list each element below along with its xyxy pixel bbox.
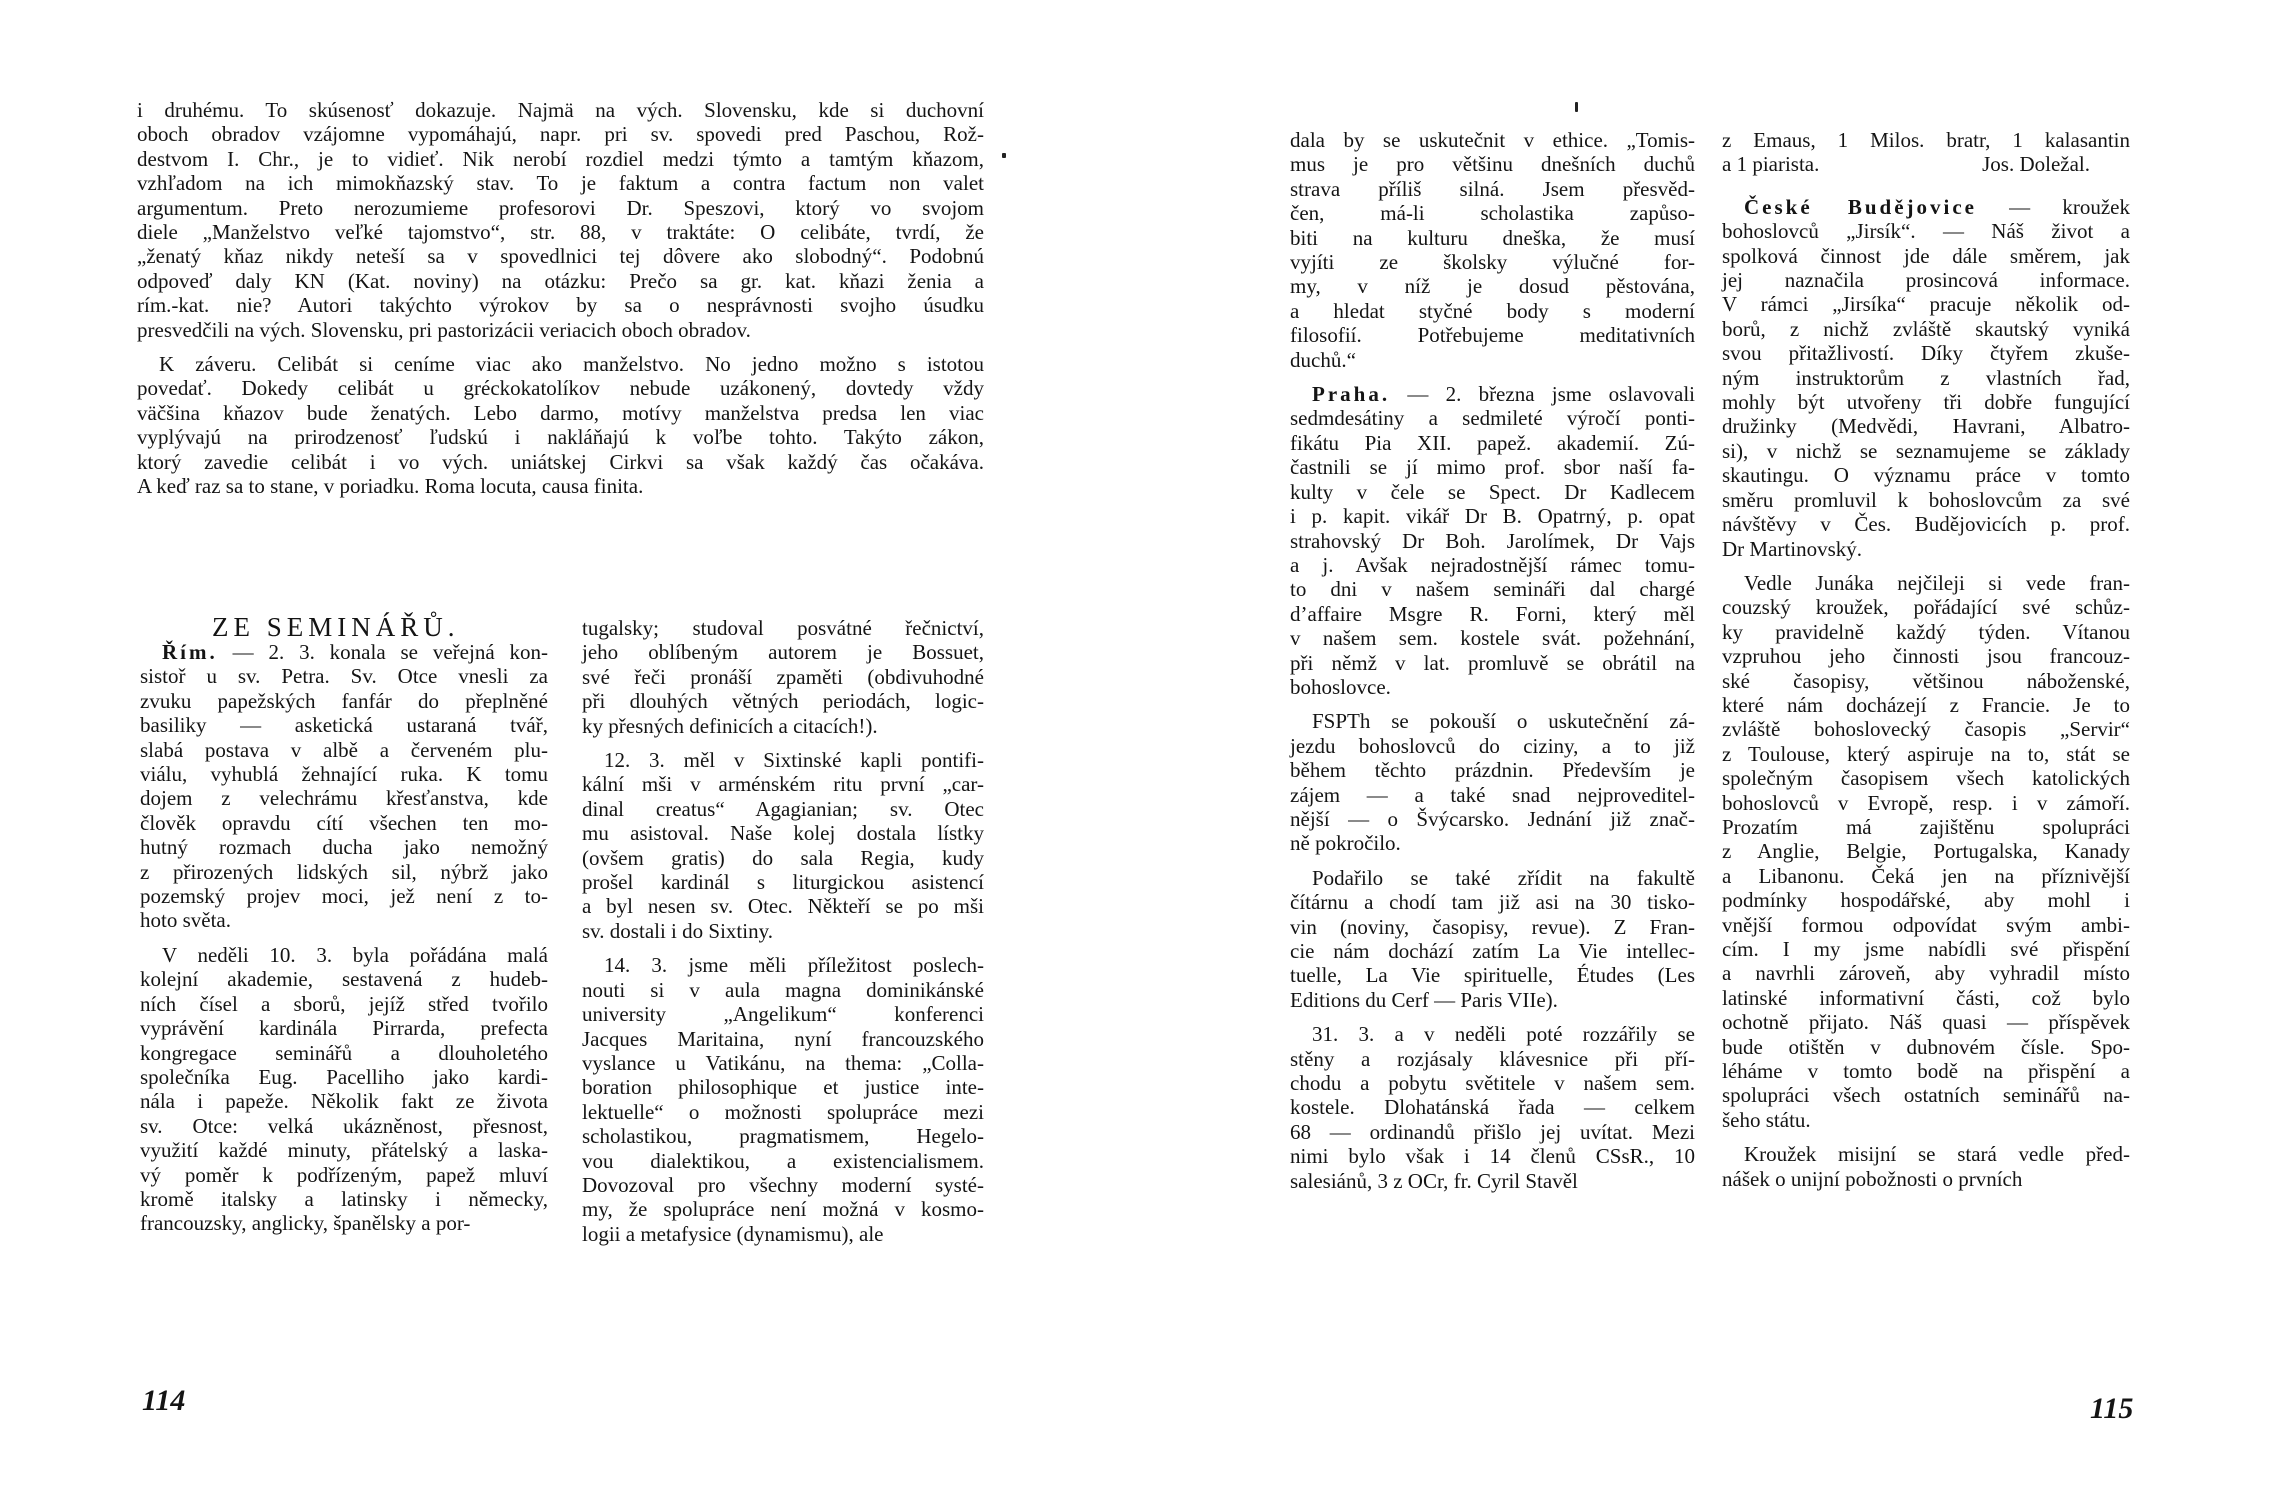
paragraph [582,953,984,1246]
text-line: Dovozoval pro všechny moderní systé- [582,1172,984,1197]
text-line: argumentum. Preto nerozumieme profesorovi Dr. Speszovi, ktorý vo svojom [137,195,984,220]
text-line: jeho oblíbeným autorem je Bossuet, [582,640,984,665]
text-line: hoto světa. [140,908,231,933]
text-line: zájem — a také snad nejproveditel- [1290,782,1695,807]
text-line: 68 — ordinandů přišlo jej uvítat. Mezi [1290,1119,1695,1144]
text-line: sv. Otce: velká ukázněnost, přesnost, [140,1113,548,1138]
text-line: kální mši v arménském ritu první „car- [582,772,984,797]
paragraph [1722,1142,2130,1191]
text-line: stěny a rozjásaly klávesnice při pří- [1290,1046,1695,1071]
text-line: z Anglie, Belgie, Portugalska, Kanady [1722,839,2130,864]
top-mark [1575,102,1578,112]
text-line: v našem sem. kostele svát. požehnání, [1290,626,1695,651]
text-line: my, v níž je dosud pěstována, [1290,274,1695,299]
text-line: povedať. Dokedy celibát u gréckokatolíkov nebude uzákonený, dovtedy vždy [137,376,984,401]
paragraph [1290,709,1695,855]
text-line: směru promluvil k bohoslovcům za své [1722,487,2130,512]
paragraph-lead: České Budějovice [1744,194,1977,219]
paragraph [137,352,984,498]
text-line: francouzsky, anglicky, španělsky a por- [140,1211,471,1236]
text-line: filosofií. Potřebujeme meditativních [1290,323,1695,348]
text-line: strahovský Dr Boh. Jarolímek, Dr Vajs [1290,528,1695,553]
text-line: spolková činnost jde dále směrem, jak [1722,243,2130,268]
text-line: podmínky hospodářské, aby mohl i [1722,888,2130,913]
text-line: my, že spolupráce není možná v kosmo- [582,1197,984,1222]
text-line: svou přitažlivostí. Díky čtyřem zkuše- [1722,341,2130,366]
text-line: salesiánů, 3 z OCr, fr. Cyril Stavěl [1290,1168,1578,1193]
text-line: ské časopisy, většinou náboženské, [1722,668,2130,693]
text-line: čen, má-li scholastika zapůso- [1290,201,1695,226]
text-line: cie nám dochází zatím La Vie intellec- [1290,939,1695,963]
text-line: 31. 3. a v neděli poté rozzářily se [1312,1022,1695,1047]
paragraph-continuation [1722,128,2130,177]
text-line: slabá postava v albě a červeném plu- [140,737,548,762]
paragraph [1290,382,1695,699]
text-line: zvláště bohoslovecký časopis „Servir“ [1722,717,2130,742]
text-line: vý poměr k podřízeným, papež mluví [140,1162,548,1187]
right-page-column-2 [1722,128,2130,1201]
text-line: a j. Avšak nejradostnější rámec tomu- [1290,552,1695,577]
text-line: bohoslovců v Evropě, resp. i v zámoří. [1722,790,2130,815]
text-line: tuelle, La Vie spirituelle, Études (Les [1290,963,1695,988]
paragraph [137,98,984,342]
text-line: pozemský projev moci, jež není z to- [140,884,548,909]
text-line: čítárnu a chodí tam již asi na 30 tisko- [1290,890,1695,915]
paragraph [1722,571,2130,1132]
text-line: využití každé minuty, přátelský a laska- [140,1138,548,1163]
text-line: odpoveď daly KN (Kat. noviny) na otázku: Prečo sa gr. kat. kňazi ženia a [137,268,984,293]
text-line: kulty v čele se Spect. Dr Kadlecem [1290,479,1695,504]
text-line: to dni v našem semináři dal chargé [1290,577,1695,602]
text-line: i p. kapit. vikář Dr B. Opatrný, p. opat [1290,504,1695,529]
paragraph-lead: Praha. [1312,382,1391,407]
text-line: během těchto prázdnin. Především je [1290,758,1695,783]
text-line: ochotně přijato. Náš quasi — příspěvek [1722,1010,2130,1035]
text-line: a hledat styčné body s moderní [1290,298,1695,323]
text-run: — 2. března jsme oslavovali [1390,382,1695,407]
text-line: ky přesných definicích a citacích!). [582,713,878,738]
text-line: A keď raz sa to stane, v poriadku. Roma locuta, causa finita. [137,474,644,499]
paragraph [582,616,984,738]
text-line: vin (noviny, časopisy, revue). Z Fran- [1290,914,1695,939]
text-line: si), v nichž se seznamujeme se základy [1722,438,2130,463]
text-line: a 1 piarista. [1722,152,1820,177]
page-number-left: 114 [142,1384,186,1417]
text-line: Vedle Junáka nejčileji si vede fran- [1744,570,2130,595]
text-line: Kroužek misijní se stará vedle před- [1744,1142,2130,1167]
text-run: — 2. 3. konala se veřejná kon- [217,640,548,664]
text-line: Podařilo se také zřídit na fakultě [1312,865,1695,890]
text-line: latinské informativní části, což bylo [1722,985,2130,1010]
text-line: nášek o unijní pobožnosti o prvních [1722,1166,2023,1191]
text-line: zvuku papežských fanfár do přeplněné [140,688,548,713]
signature-line [1722,152,2130,176]
text-line: vyprávění kardinála Pirrarda, prefecta [140,1016,548,1041]
text-line: 12. 3. měl v Sixtinské kapli pontifi- [604,748,984,773]
text-line: dinal creatus“ Agagianian; sv. Otec [582,796,984,821]
section-heading: ZE SEMINÁŘŮ. [212,612,460,642]
text-line: ky pravidelně každý týden. Vítanou [1722,619,2130,644]
text-line: bude otištěn v dubnovém čísle. Spo- [1722,1034,2130,1059]
text-line: spolupráci všech ostatních seminářů na- [1722,1083,2130,1108]
text-line: sedmdesátiny a sedmileté výročí ponti- [1290,406,1695,431]
text-line: biti na kulturu dneška, že musí [1290,225,1695,250]
text-line: z Emaus, 1 Milos. bratr, 1 kalasantin [1722,128,2130,152]
paragraph [1290,866,1695,1012]
text-line: léháme v tomto bodě na přispění a [1722,1059,2130,1084]
text-line: ktorý zavedie celibát i vo vých. uniátskej Cirkvi sa však každý čas očakáva. [137,449,984,474]
paragraph [1290,128,1695,372]
text-line: basiliky — asketická ustaraná tvář, [140,713,548,738]
text-line: presvedčili na vých. Slovensku, pri pastorizácii veriacich oboch obradov. [137,317,751,342]
text-line: jezdu bohoslovců do ciziny, a to již [1290,733,1695,758]
text-line: člověk opravdu cítí všechen ten mo- [140,810,548,835]
text-line: a Libanonu. Čeká jen na příznivější [1722,863,2130,888]
text-line: šeho státu. [1722,1107,1811,1132]
text-line: mohly být utvořeny tři dobře fungující [1722,390,2130,415]
text-line: 14. 3. jsme měli příležitost poslech- [604,953,984,978]
text-line [140,640,548,664]
text-line: vzpruhou jeho činnosti jsou francouz- [1722,644,2130,669]
text-line: ních čísel a sborů, jejíž střed tvořilo [140,991,548,1016]
text-line: diele „Manželstvo veľké tajomstvo“, str. 88, v traktáte: O celibáte, tvrdí, že [137,220,984,245]
paragraph [1722,195,2130,561]
text-line: couzský kroužek, pořádající své schůz- [1722,595,2130,620]
text-line: skautingu. O významu práce v tomto [1722,463,2130,488]
text-line: d’affaire Msgre R. Forni, který měl [1290,601,1695,626]
text-line: kromě italsky a latinsky i německy, [140,1186,548,1211]
paragraph [582,748,984,943]
paragraph [1290,1022,1695,1193]
text-line: z přirozených lidských sil, nýbrž jako [140,859,548,884]
text-line: „ženatý kňaz nikdy neteší sa v spovedlnici tej dôvere ako slobodný“. Podobnú [137,244,984,269]
text-line: bohoslovců „Jirsík“. — Náš život a [1722,219,2130,244]
text-line: mus je pro většinu dnešních duchů [1290,152,1695,177]
author-signature: Jos. Doležal. [1982,152,2090,177]
text-line: své řeči pronáší zpaměti (obdivuhodné [582,664,984,689]
text-line: sv. dostali i do Sixtiny. [582,918,773,943]
text-line: sistoř u sv. Petra. Sv. Otce vnesli za [140,664,548,689]
text-line [1722,195,2130,219]
paragraph [140,943,548,1236]
text-line: jej naznačila prosincová informace. [1722,268,2130,293]
text-line: prošel kardinál s liturgickou asistencí [582,870,984,895]
text-line: ně pokročilo. [1290,831,1401,856]
text-line: kongregace seminářů a dlouholetého [140,1040,548,1065]
text-line: častnili se jí mimo prof. sbor naší fa- [1290,455,1695,480]
text-line: fikátu Pia XII. papež. akademií. Zú- [1290,430,1695,455]
text-line: Editions du Cerf — Paris VIIe). [1290,987,1558,1012]
text-run: — kroužek [1977,194,2130,219]
right-page-column-1 [1290,128,1695,1203]
text-line: vzhľadom na ich mimokňazský stav. To je faktum a contra factum non valet [137,171,984,196]
paragraph [140,640,548,933]
text-line: university „Angelikum“ konferenci [582,1002,984,1027]
text-line: vyplývajú na prirodzenosť ľudskú i nakláňajú k voľbe tohto. Takýto zákon, [137,425,984,450]
text-line: borů, z nichž zvláště skautský vyniká [1722,316,2130,341]
text-line: při němž v lat. promluvě se obrátil na [1290,650,1695,675]
text-line: návštěvy v Čes. Budějovicích p. prof. [1722,512,2130,537]
text-line: nimi bylo však i 14 členů CSsR., 10 [1290,1144,1695,1169]
margin-mark [1002,153,1006,158]
text-line: dojem z velechrámu křesťanstva, kde [140,786,548,811]
text-line: vou dialektikou, a existencialismem. [582,1148,984,1173]
text-line: vnější formou odpovídat svým ambi- [1722,912,2130,937]
page-number-right: 115 [2090,1392,2134,1425]
text-line: Dr Martinovský. [1722,536,1862,561]
text-line: a byl nesen sv. Otec. Někteří se po mši [582,894,984,919]
text-line: duchů.“ [1290,347,1356,372]
text-line: (ovšem gratis) do sala Regia, kudy [582,845,984,870]
left-page-column-2 [582,616,984,1256]
text-line: Prozatím má zajištěnu spolupráci [1722,814,2130,839]
text-line: vyslance u Vatikánu, na thema: „Colla- [582,1050,984,1075]
text-line: rím.-kat. nie? Autori takýchto výrokov by sa o nesprávnosti svojho úsudku [137,293,984,318]
text-line: při dlouhých větných periodách, logic- [582,689,984,714]
text-line: nála i papeže. Několik fakt ze života [140,1089,548,1114]
text-line: viálu, vyhublá žehnající ruka. K tomu [140,762,548,787]
text-line: oboch obradov vzájomne vypomáhajú, napr. pri sv. spovedi pred Paschou, Rož- [137,122,984,147]
text-line: väčšina kňazov bude ženatých. Lebo darmo, motívy manželstva predsa len viac [137,400,984,425]
text-line: K záveru. Celibát si ceníme viac ako manželstvo. No jedno možno s istotou [159,352,984,377]
text-line: družinky (Medvědi, Havrani, Albatro- [1722,414,2130,439]
text-line: FSPTh se pokouší o uskutečnění zá- [1312,709,1695,734]
paragraph-lead: Řím. [162,640,218,664]
text-line: mu asistoval. Naše kolej dostala lístky [582,821,984,846]
text-line [1290,382,1695,406]
text-line: kostele. Dlohatánská řada — celkem [1290,1095,1695,1120]
text-line: společným časopisem všech katolických [1722,766,2130,791]
text-line: logii a metafysice (dynamismu), ale [582,1221,884,1246]
text-line: tugalsky; studoval posvátné řečnictví, [582,616,984,640]
text-line: dala by se uskutečnit v ethice. „Tomis- [1290,128,1695,152]
text-line: nouti si v aula magna dominikánské [582,977,984,1002]
left-page-column-1 [140,640,548,1246]
text-line: vyjíti ze školsky výlučné for- [1290,250,1695,275]
text-line: nější — o Švýcarsko. Jednání již znač- [1290,806,1695,831]
text-line: scholastikou, pragmatismem, Hegelo- [582,1124,984,1149]
text-line: i druhému. To skúsenosť dokazuje. Najmä na vých. Slovensku, kde si duchovní [137,98,984,122]
text-line: lektuelle“ o možnosti spolupráce mezi [582,1099,984,1124]
text-line: destvom I. Chr., je to vidieť. Nik nerobí rozdiel medzi týmto a tamtým kňazom, [137,146,984,171]
text-line: a navrhli zároveň, aby vyhradil místo [1722,961,2130,986]
text-line: cím. I my jsme nabídli své přispění [1722,937,2130,961]
text-line: V neděli 10. 3. byla pořádána malá [162,942,548,967]
text-line: bohoslovce. [1290,674,1391,699]
text-line: kolejní akademie, sestavená z hudeb- [140,967,548,992]
text-line: V rámci „Jirsíka“ pracuje několik od- [1722,292,2130,317]
text-line: které nám docházejí z Francie. Je to [1722,692,2130,717]
text-line: z Toulouse, který aspiruje na to, stát se [1722,741,2130,766]
text-line: ným instruktorům z vlastních řad, [1722,365,2130,390]
text-line: strava příliš silná. Jsem přesvěd- [1290,176,1695,201]
left-page-top-block [137,98,984,509]
text-line: Jacques Maritaina, nyní francouzského [582,1026,984,1051]
text-line: boration philosophique et justice inte- [582,1075,984,1100]
text-line: hutný rozmach ducha jako nemožný [140,835,548,860]
text-line: společníka Eug. Pacelliho jako kardi- [140,1064,548,1089]
text-line: chodu a pobytu světitele v našem sem. [1290,1071,1695,1096]
